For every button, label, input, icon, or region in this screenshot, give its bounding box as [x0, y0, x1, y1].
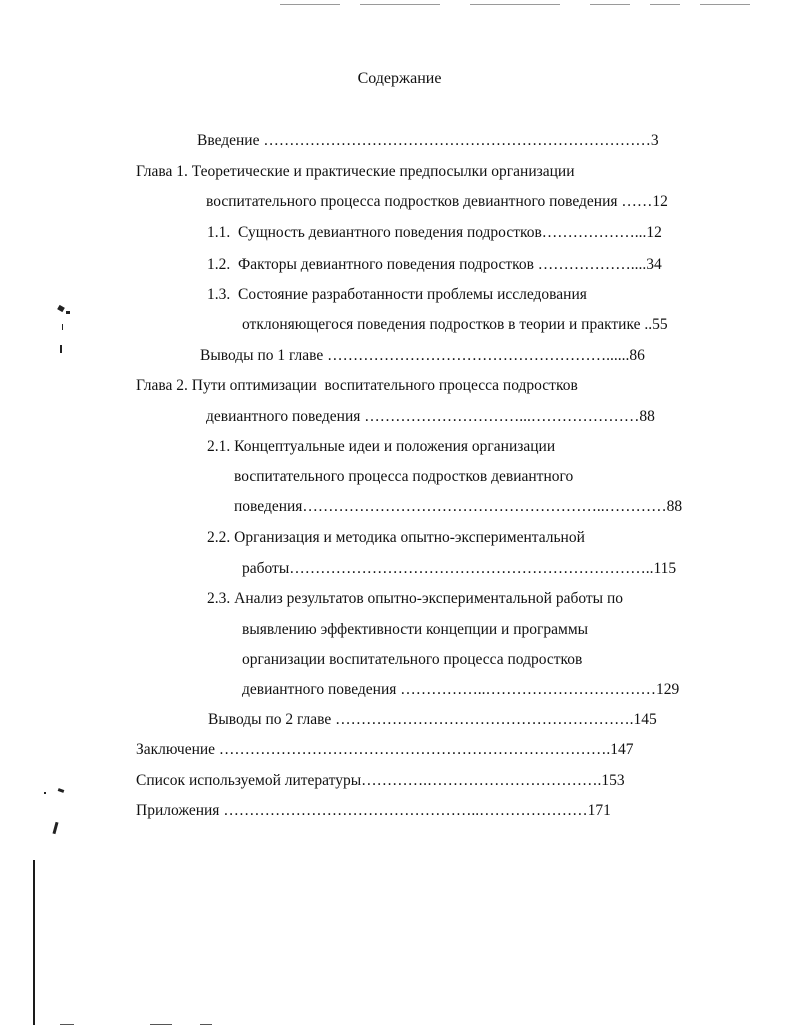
- toc-entry-section-2-3-line-1: 2.3. Анализ результатов опытно-экспериментальной работы по: [207, 590, 623, 607]
- scan-artifact-edge-line: [33, 860, 35, 1025]
- scan-artifact-top-line: [470, 4, 560, 5]
- toc-entry-section-2-1-line-2: воспитательного процесса подростков девиантного: [234, 468, 574, 485]
- scan-artifact-bottom-line: [60, 1024, 74, 1025]
- toc-entry-conclusions-chapter-1: Выводы по 1 главе ………………………………………………......86: [200, 347, 645, 364]
- scan-artifact-top-line: [700, 4, 750, 5]
- scan-artifact-speck: [60, 345, 62, 353]
- scan-artifact-top-line: [280, 4, 340, 5]
- toc-entry-section-1-3-line-1: 1.3. Состояние разработанности проблемы исследования: [207, 286, 587, 303]
- scan-artifact-speck: [44, 792, 46, 794]
- scan-artifact-top-line: [650, 4, 680, 5]
- toc-entry-section-1-2: 1.2. Факторы девиантного поведения подростков ………………....34: [207, 256, 662, 273]
- toc-entry-conclusion: Заключение ………………………………………………………………….147: [136, 741, 634, 758]
- toc-entry-chapter-2-line-1: Глава 2. Пути оптимизации воспитательного процесса подростков: [136, 377, 578, 394]
- page-title: Содержание: [357, 70, 442, 87]
- toc-entry-references: Список используемой литературы………….…………………………….153: [136, 772, 625, 789]
- scan-artifact-speck: [57, 305, 65, 312]
- scan-artifact-speck: [62, 324, 63, 330]
- toc-entry-conclusions-chapter-2: Выводы по 2 главе ………………………………………………….145: [208, 711, 657, 728]
- toc-entry-section-2-3-line-3: организации воспитательного процесса подростков: [242, 651, 583, 668]
- toc-entry-chapter-2-line-2: девиантного поведения …………………………...…………………88: [206, 408, 655, 425]
- toc-entry-section-2-2-line-1: 2.2. Организация и методика опытно-экспериментальной: [207, 529, 585, 546]
- toc-entry-section-1-3-line-2: отклоняющегося поведения подростков в теории и практике ..55: [242, 316, 668, 333]
- toc-entry-section-2-3-line-2: выявлению эффективности концепции и программы: [242, 621, 589, 638]
- scan-artifact-top-line: [590, 4, 630, 5]
- toc-entry-chapter-1-line-1: Глава 1. Теоретические и практические предпосылки организации: [136, 163, 575, 180]
- scan-artifact-speck: [52, 822, 58, 834]
- scan-artifact-top-line: [360, 4, 440, 5]
- scan-artifact-bottom-line: [150, 1024, 172, 1025]
- toc-entry-section-2-1-line-3: поведения…………………………………………………..…………88: [234, 498, 683, 515]
- toc-entry-section-2-2-line-2: работы……………………………………………………………..115: [242, 560, 677, 577]
- toc-entry-section-2-1-line-1: 2.1. Концептуальные идеи и положения организации: [207, 438, 556, 455]
- toc-entry-appendices: Приложения …………………………………………..…………………171: [136, 802, 611, 819]
- toc-entry-chapter-1-line-2: воспитательного процесса подростков девиантного поведения ……12: [206, 193, 668, 210]
- toc-entry-introduction: Введение …………………………………………………………………3: [197, 132, 659, 149]
- scan-artifact-speck: [66, 311, 70, 314]
- toc-entry-section-2-3-line-4: девиантного поведения ……………..……………………………129: [242, 681, 680, 698]
- scan-artifact-speck: [58, 788, 65, 793]
- scan-artifact-bottom-line: [200, 1024, 212, 1025]
- toc-entry-section-1-1: 1.1. Сущность девиантного поведения подростков………………...12: [207, 224, 662, 241]
